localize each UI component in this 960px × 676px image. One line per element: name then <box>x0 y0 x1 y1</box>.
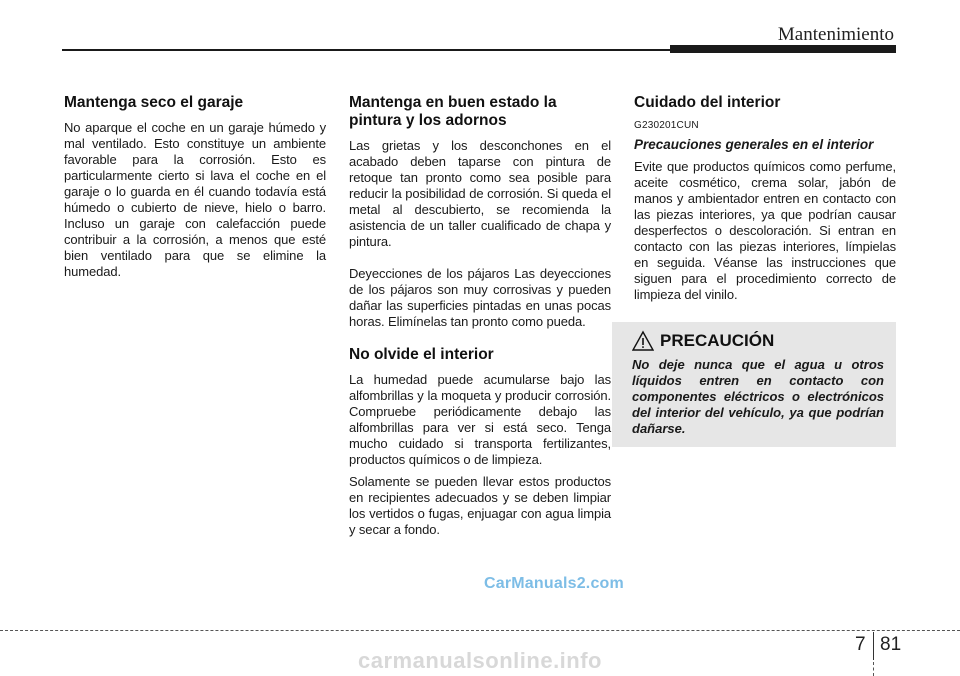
heading-interior-reminder: No olvide el interior <box>349 346 494 363</box>
header-rule-thin <box>62 49 672 51</box>
paragraph-humidity: La humedad puede acumularse bajo las alfombrillas y la moqueta y producir corrosión. Compruebe periódicamente debajo las alfombrillas para ver si está seco. Tenga mucho cuidado si transporta fertilizantes, productos químicos o de limpieza. <box>349 372 611 467</box>
heading-garage: Mantenga seco el garaje <box>64 94 244 111</box>
page-chapter-number: 7 <box>855 634 866 655</box>
paragraph-products: Solamente se pueden llevar estos productos en recipientes adecuados y se deben limpiar los vertidos o fugas, enjuagar con agua limpia y secar a fondo. <box>349 474 611 537</box>
column-1 <box>64 94 326 280</box>
caution-box <box>612 322 896 447</box>
page-number: 81 <box>880 634 902 655</box>
heading-paint: Mantenga en buen estado la pintura y los adornos <box>349 94 557 129</box>
chapter-title: Mantenimiento <box>777 24 894 45</box>
caution-text: No deje nunca que el agua u otros líquidos entren en contacto con componentes eléctricos o electrónicos del interior del vehículo, ya que podrían dañarse. <box>632 357 884 436</box>
column-2 <box>349 94 611 538</box>
footer-dashed-rule <box>0 630 960 631</box>
site-watermark: CarManuals2.com <box>484 575 624 592</box>
warning-triangle-icon <box>632 330 654 352</box>
footer-watermark: carmanualsonline.info <box>358 648 602 673</box>
section-code: G230201CUN <box>634 120 699 131</box>
header-rule-thick <box>670 45 896 53</box>
caution-header <box>632 330 884 352</box>
subheading-precautions: Precauciones generales en el interior <box>634 137 874 152</box>
heading-interior-care: Cuidado del interior <box>634 94 781 111</box>
paragraph-birds: Deyecciones de los pájaros Las deyecciones de los pájaros son muy corrosivas y pueden dañar las superficies pintadas en unas pocas horas. Elimínelas tan pronto como pueda. <box>349 266 611 329</box>
column-3 <box>634 94 896 303</box>
paragraph-interior-care: Evite que productos químicos como perfume, aceite cosmético, crema solar, jabón de manos y ambientador entren en contacto con las piezas interiores, ya que podrían causar desperfectos o descoloración. Si entran en contacto con las piezas interiores, límpielas en seguida. Véanse las instrucciones que siguen para el procedimiento correcto de limpieza del vinilo. <box>634 159 896 302</box>
paragraph-paint: Las grietas y los desconchones en el acabado deben taparse con pintura de retoque tan pronto como sea posible para reducir la posibilidad de corrosión. Si queda el metal al descubierto, se recomienda la asistencia de un taller cualificado de chapa y pintura. <box>349 138 611 249</box>
caution-title: PRECAUCIÓN <box>660 331 775 350</box>
paragraph-garage: No aparque el coche en un garaje húmedo y mal ventilado. Esto constituye un ambiente favorable para la corrosión. Esto es particularmente cierto si lava el coche en el garaje o lo guarda en él cuando todavía está húmedo o cubierto de nieve, hielo o barro. Incluso un garaje con calefacción puede contribuir a la corrosión, a menos que esté bien ventilado para que se elimine la humedad. <box>64 120 326 279</box>
